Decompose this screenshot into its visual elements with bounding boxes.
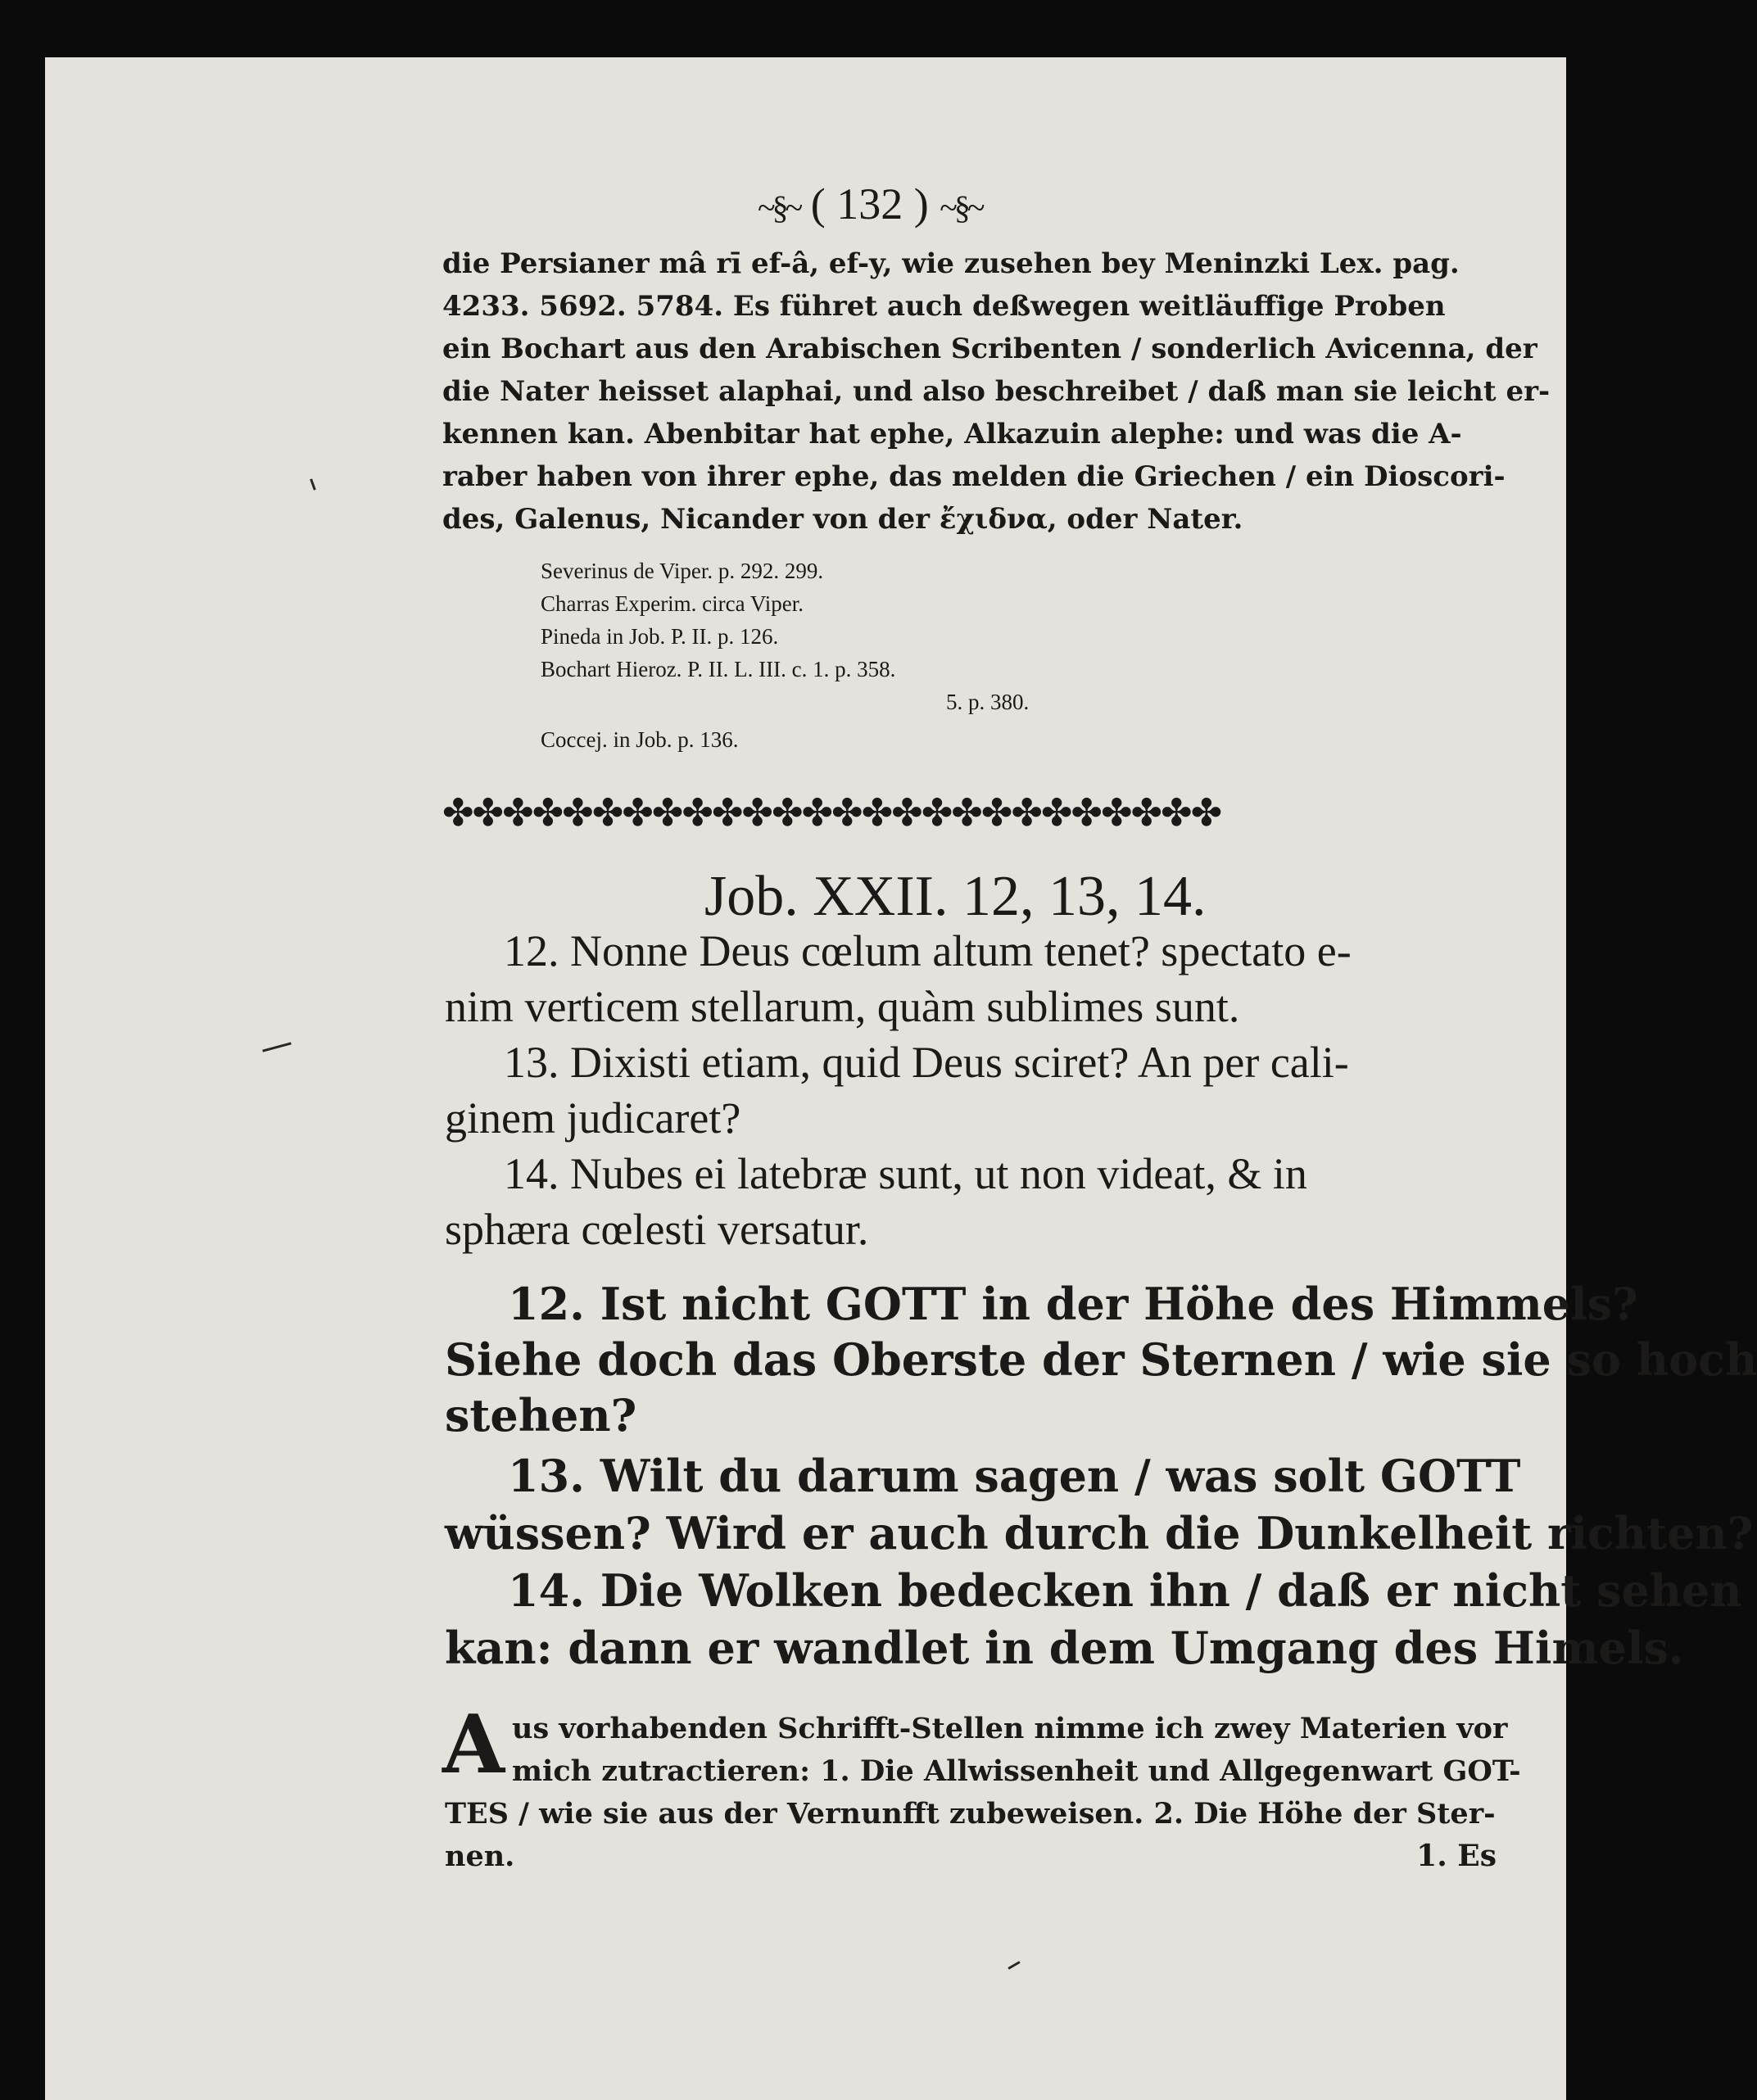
latin-line: 12. Nonne Deus cœlum altum tenet? spectato e-	[504, 926, 1352, 975]
latin-line: sphæra cœlesti versatur.	[445, 1205, 869, 1254]
closing-line: nen.	[445, 1840, 515, 1873]
ink-mark	[310, 478, 316, 490]
ink-mark	[262, 1042, 292, 1052]
drop-cap: A	[442, 1698, 505, 1792]
catchword: 1. Es	[1416, 1839, 1497, 1873]
citation: Bochart Hieroz. P. II. L. III. c. 1. p. 358.	[541, 657, 896, 681]
german-verse-line: Siehe doch das Oberste der Sternen / wie sie so hoch	[445, 1333, 1757, 1386]
citation: 5. p. 380.	[946, 690, 1030, 714]
closing-line: us vorhabenden Schrifft-Stellen nimme ich zwey Materien vor	[512, 1712, 1508, 1745]
german-verse-line: wüssen? Wird er auch durch die Dunkelheit richten?	[445, 1507, 1754, 1559]
latin-line: nim verticem stellarum, quàm sublimes sunt.	[445, 982, 1240, 1031]
page-header	[758, 179, 982, 229]
closing-line: mich zutractieren: 1. Die Allwissenheit und Allgegenwart GOT-	[512, 1754, 1521, 1788]
intro-line: die Nater heisset alaphai, und also beschreibet / daß man sie leicht er-	[442, 375, 1551, 408]
citation: Pineda in Job. P. II. p. 126.	[541, 624, 779, 649]
latin-line: ginem judicaret?	[445, 1093, 741, 1143]
closing-line: TES / wie sie aus der Vernunfft zubeweisen. 2. Die Höhe der Ster-	[445, 1797, 1496, 1831]
citation: Coccej. in Job. p. 136.	[541, 727, 739, 752]
intro-line: des, Galenus, Nicander von der ἔχιδνα, oder Nater.	[442, 503, 1243, 536]
latin-line: 14. Nubes ei latebræ sunt, ut non videat, & in	[504, 1149, 1307, 1198]
page-number: ( 132 )	[810, 179, 929, 229]
intro-line: die Persianer mâ rī ef-â, ef-y, wie zusehen bey Meninzki Lex. pag.	[442, 247, 1460, 280]
header-ornament-left: ~§~	[758, 189, 800, 226]
header-ornament-right: ~§~	[940, 189, 982, 226]
german-verse-line: kan: dann er wandlet in dem Umgang des Himels.	[445, 1622, 1684, 1674]
german-verse-line: 13. Wilt du darum sagen / was solt GOTT	[508, 1450, 1521, 1502]
ornamental-divider: ✤✤✤✤✤✤✤✤✤✤✤✤✤✤✤✤✤✤✤✤✤✤✤✤✤✤	[442, 790, 1221, 835]
intro-line: kennen kan. Abenbitar hat ephe, Alkazuin alephe: und was die A-	[442, 418, 1462, 450]
citation: Severinus de Viper. p. 292. 299.	[541, 559, 824, 583]
intro-line: ein Bochart aus den Arabischen Scribenten / sonderlich Avicenna, der	[442, 333, 1537, 365]
latin-line: 13. Dixisti etiam, quid Deus sciret? An per cali-	[504, 1038, 1349, 1087]
ink-mark	[1008, 1961, 1020, 1970]
intro-line: raber haben von ihrer ephe, das melden die Griechen / ein Dioscori-	[442, 460, 1506, 493]
intro-line: 4233. 5692. 5784. Es führet auch deßwegen weitläuffige Proben	[442, 290, 1446, 323]
german-verse-line: 12. Ist nicht GOTT in der Höhe des Himmels?	[508, 1278, 1638, 1330]
citation: Charras Experim. circa Viper.	[541, 591, 804, 616]
section-title: Job. XXII. 12, 13, 14.	[704, 865, 1207, 928]
book-page	[45, 57, 1757, 2100]
german-verse-line: 14. Die Wolken bedecken ihn / daß er nicht sehen	[508, 1564, 1742, 1617]
german-verse-line: stehen?	[445, 1389, 637, 1441]
